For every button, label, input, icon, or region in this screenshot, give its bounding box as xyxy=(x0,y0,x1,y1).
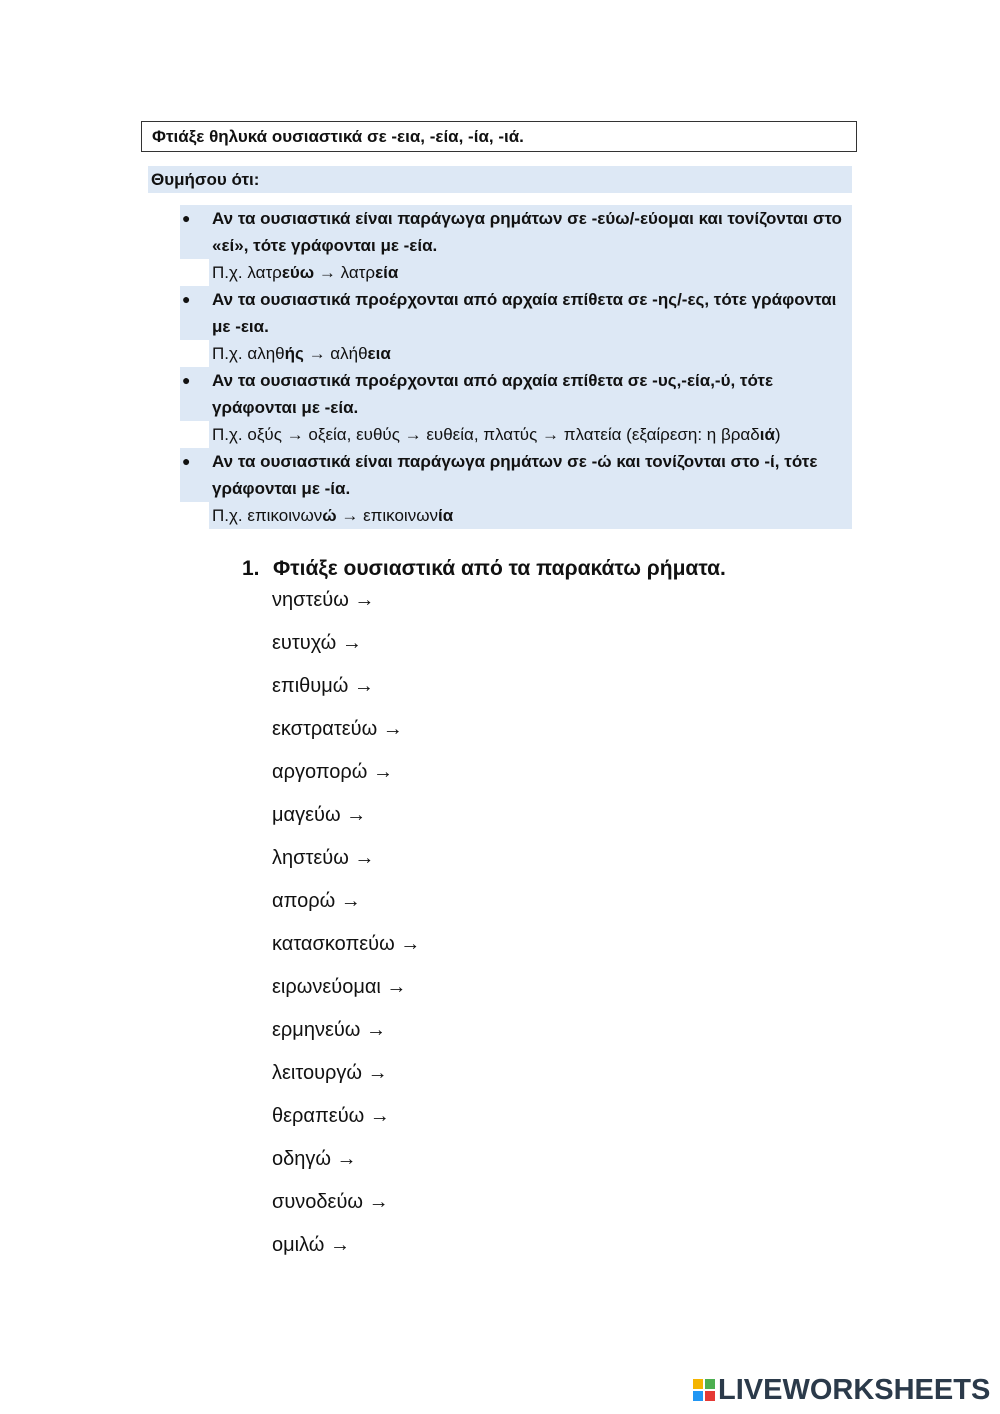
verb-item: ερμηνεύω → xyxy=(272,1019,386,1041)
logo-square xyxy=(705,1391,715,1401)
verb-item: αργοπορώ → xyxy=(272,761,393,783)
exercise-header xyxy=(242,554,726,584)
example-segment: ής xyxy=(284,344,304,363)
verb-item: ευτυχώ → xyxy=(272,632,362,654)
rule-example xyxy=(209,502,852,529)
example-segment: → λατρ xyxy=(314,263,376,282)
worksheet-title: Φτιάξε θηλυκά ουσιαστικά σε -εια, -εία, -ία, -ιά. xyxy=(141,121,857,152)
rule-item xyxy=(180,448,852,529)
rule-example xyxy=(209,259,852,286)
rule-text: Αν τα ουσιαστικά είναι παράγωγα ρημάτων σε -ώ και τονίζονται στο -ί, τότε γράφονται με -ία. xyxy=(180,448,852,502)
logo-square xyxy=(693,1379,703,1389)
verb-item: θεραπεύω → xyxy=(272,1105,390,1127)
exercise-heading: Φτιάξε ουσιαστικά από τα παρακάτω ρήματα. xyxy=(273,557,726,580)
verb-item: επιθυμώ → xyxy=(272,675,374,697)
example-segment: → αλήθ xyxy=(303,344,368,363)
example-segment: εια xyxy=(367,344,391,363)
example-segment: Π.χ. επικοινων xyxy=(212,506,323,525)
rule-example xyxy=(209,421,852,448)
example-segment: Π.χ. οξύς → οξεία, ευθύς → ευθεία, πλατύς → πλατεία (εξαίρεση: η βραδ xyxy=(212,425,760,444)
exercise-number: 1. xyxy=(242,557,260,580)
bullet-icon: ● xyxy=(182,453,191,469)
verb-item: συνοδεύω → xyxy=(272,1191,389,1213)
verb-item: λειτουργώ → xyxy=(272,1062,388,1084)
rule-example xyxy=(209,340,852,367)
example-segment: Π.χ. λατρ xyxy=(212,263,282,282)
rule-text: Αν τα ουσιαστικά είναι παράγωγα ρημάτων σε -εύω/-εύομαι και τονίζονται στο «εί», τότε γράφονται με -εία. xyxy=(180,205,852,259)
verb-item: ομιλώ → xyxy=(272,1234,350,1256)
example-segment: ) xyxy=(774,425,781,444)
verb-item: απορώ → xyxy=(272,890,361,912)
rule-item xyxy=(180,286,852,367)
logo-text: LIVEWORKSHEETS xyxy=(718,1373,991,1406)
example-segment: ία xyxy=(437,506,454,525)
rule-item xyxy=(180,367,852,448)
bullet-icon: ● xyxy=(182,372,191,388)
logo-square xyxy=(693,1391,703,1401)
verb-item: μαγεύω → xyxy=(272,804,367,826)
rule-text: Αν τα ουσιαστικά προέρχονται από αρχαία επίθετα σε -ης/-ες, τότε γράφονται με -εια. xyxy=(180,286,852,340)
bullet-icon: ● xyxy=(182,210,191,226)
liveworksheets-logo xyxy=(693,1373,993,1407)
verb-item: νηστεύω → xyxy=(272,589,375,611)
verb-item: εκστρατεύω → xyxy=(272,718,403,740)
logo-grid-icon xyxy=(693,1379,715,1401)
verb-item: ειρωνεύομαι → xyxy=(272,976,407,998)
rule-text: Αν τα ουσιαστικά προέρχονται από αρχαία επίθετα σε -υς,-εία,-ύ, τότε γράφονται με -εία. xyxy=(180,367,852,421)
logo-square xyxy=(705,1379,715,1389)
bullet-icon: ● xyxy=(182,291,191,307)
example-segment: → επικοινων xyxy=(336,506,438,525)
verb-item: οδηγώ → xyxy=(272,1148,357,1170)
remember-heading: Θυμήσου ότι: xyxy=(148,166,852,193)
example-segment: ώ xyxy=(322,506,337,525)
rules-list xyxy=(180,205,852,529)
example-segment: εία xyxy=(375,263,399,282)
verb-item: ληστεύω → xyxy=(272,847,375,869)
example-segment: εύω xyxy=(281,263,315,282)
example-segment: ιά xyxy=(759,425,775,444)
verb-item: κατασκοπεύω → xyxy=(272,933,421,955)
rule-item xyxy=(180,205,852,286)
verb-list xyxy=(272,585,420,1273)
example-segment: Π.χ. αληθ xyxy=(212,344,285,363)
